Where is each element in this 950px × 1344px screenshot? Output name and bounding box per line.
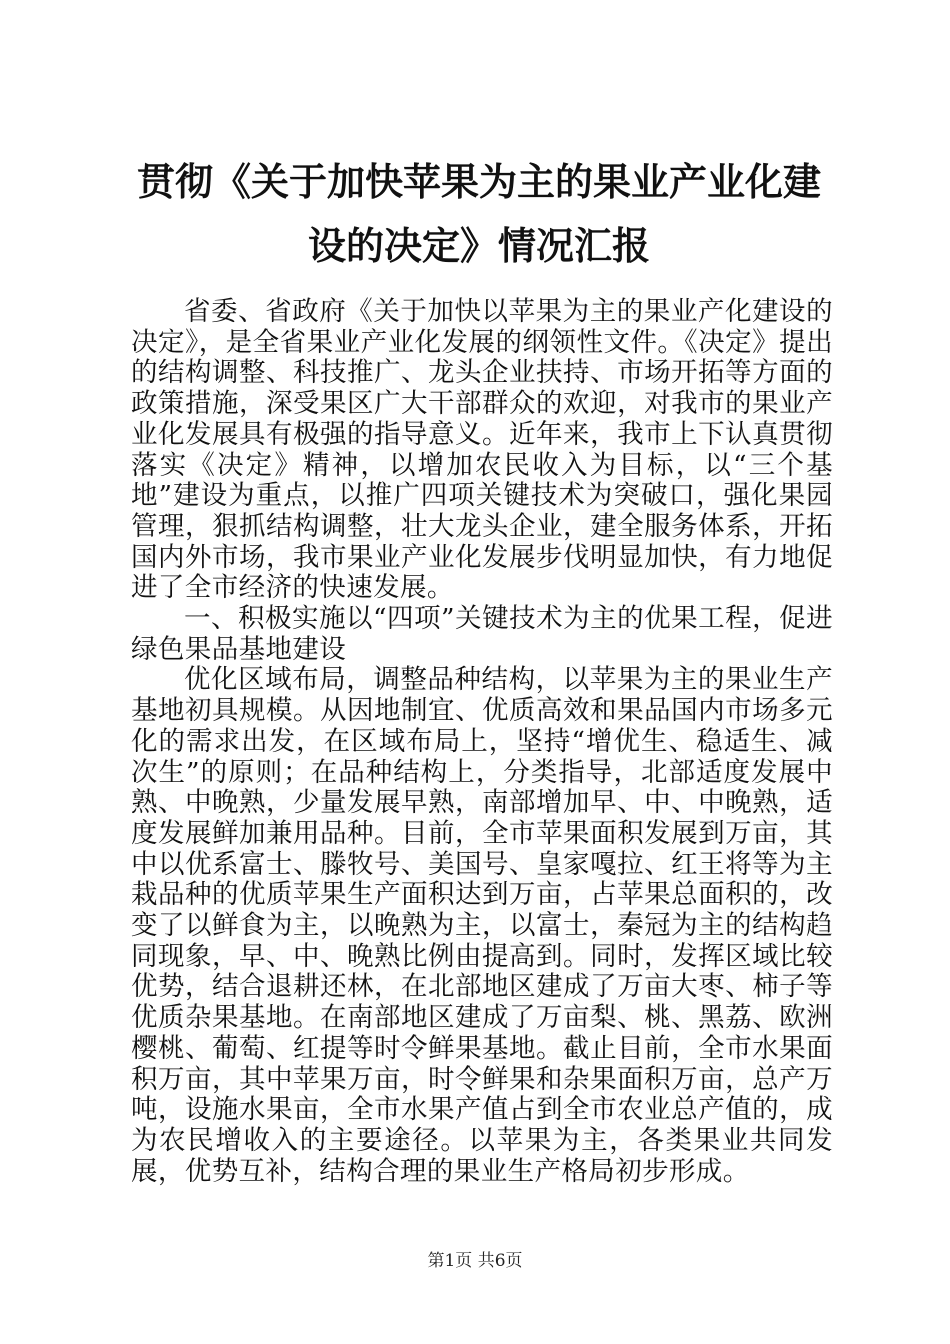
section-heading-1: 一、积极实施以“四项”关键技术为主的优果工程，促进绿色果品基地建设 — [131, 603, 833, 665]
document-title: 贯彻《关于加快苹果为主的果业产业化建设的决定》情况汇报 — [136, 159, 821, 268]
paragraph-section-1: 优化区域布局，调整品种结构，以苹果为主的果业生产基地初具规模。从因地制宜、优质高效和果品国内市场多元化的需求出发，在区域布局上，坚持“增优生、稳适生、减次生”的原则；在品种结构上，分类指导，北部适度发展中熟、中晚熟，少量发展早熟，南部增加早、中、中晚熟，适度发展鲜加兼用品种。目前，全市苹果面积发展到万亩，其中以优系富士、滕牧号、美国号、皇家嘎拉、红王将等为主栽品种的优质苹果生产面积达到万亩，占苹果总面积的，改变了以鲜食为主，以晚熟为主，以富士，秦冠为主的结构趋同现象，早、中、晚熟比例由提高到。同时，发挥区域比较优势，结合退耕还林，在北部地区建成了万亩大枣、柿子等优质杂果基地。在南部地区建成了万亩梨、桃、黑荔、欧洲樱桃、葡萄、红提等时令鲜果基地。截止目前，全市水果面积万亩，其中苹果万亩，时令鲜果和杂果面积万亩，总产万吨，设施水果亩，全市水果产值占到全市农业总产值的，成为农民增收入的主要途径。以苹果为主，各类果业共同发展，优势互补，结构合理的果业生产格局初步形成。 — [131, 664, 833, 1187]
page-number-footer: 第1页 共6页 — [427, 1251, 523, 1271]
paragraph-intro: 省委、省政府《关于加快以苹果为主的果业产化建设的决定》，是全省果业产业化发展的纲领性文件。《决定》提出的结构调整、科技推广、龙头企业扶持、市场开拓等方面的政策措施，深受果区广大干部群众的欢迎，对我市的果业产业化发展具有极强的指导意义。近年来，我市上下认真贯彻落实《决定》精神，以增加农民收入为目标，以“三个基地”建设为重点，以推广四项关键技术为突破口，强化果园管理，狠抓结构调整，壮大龙头企业，建全服务体系，开拓国内外市场，我市果业产业化发展步伐明显加快，有力地促进了全市经济的快速发展。 — [131, 296, 833, 604]
document-body — [131, 297, 833, 1187]
